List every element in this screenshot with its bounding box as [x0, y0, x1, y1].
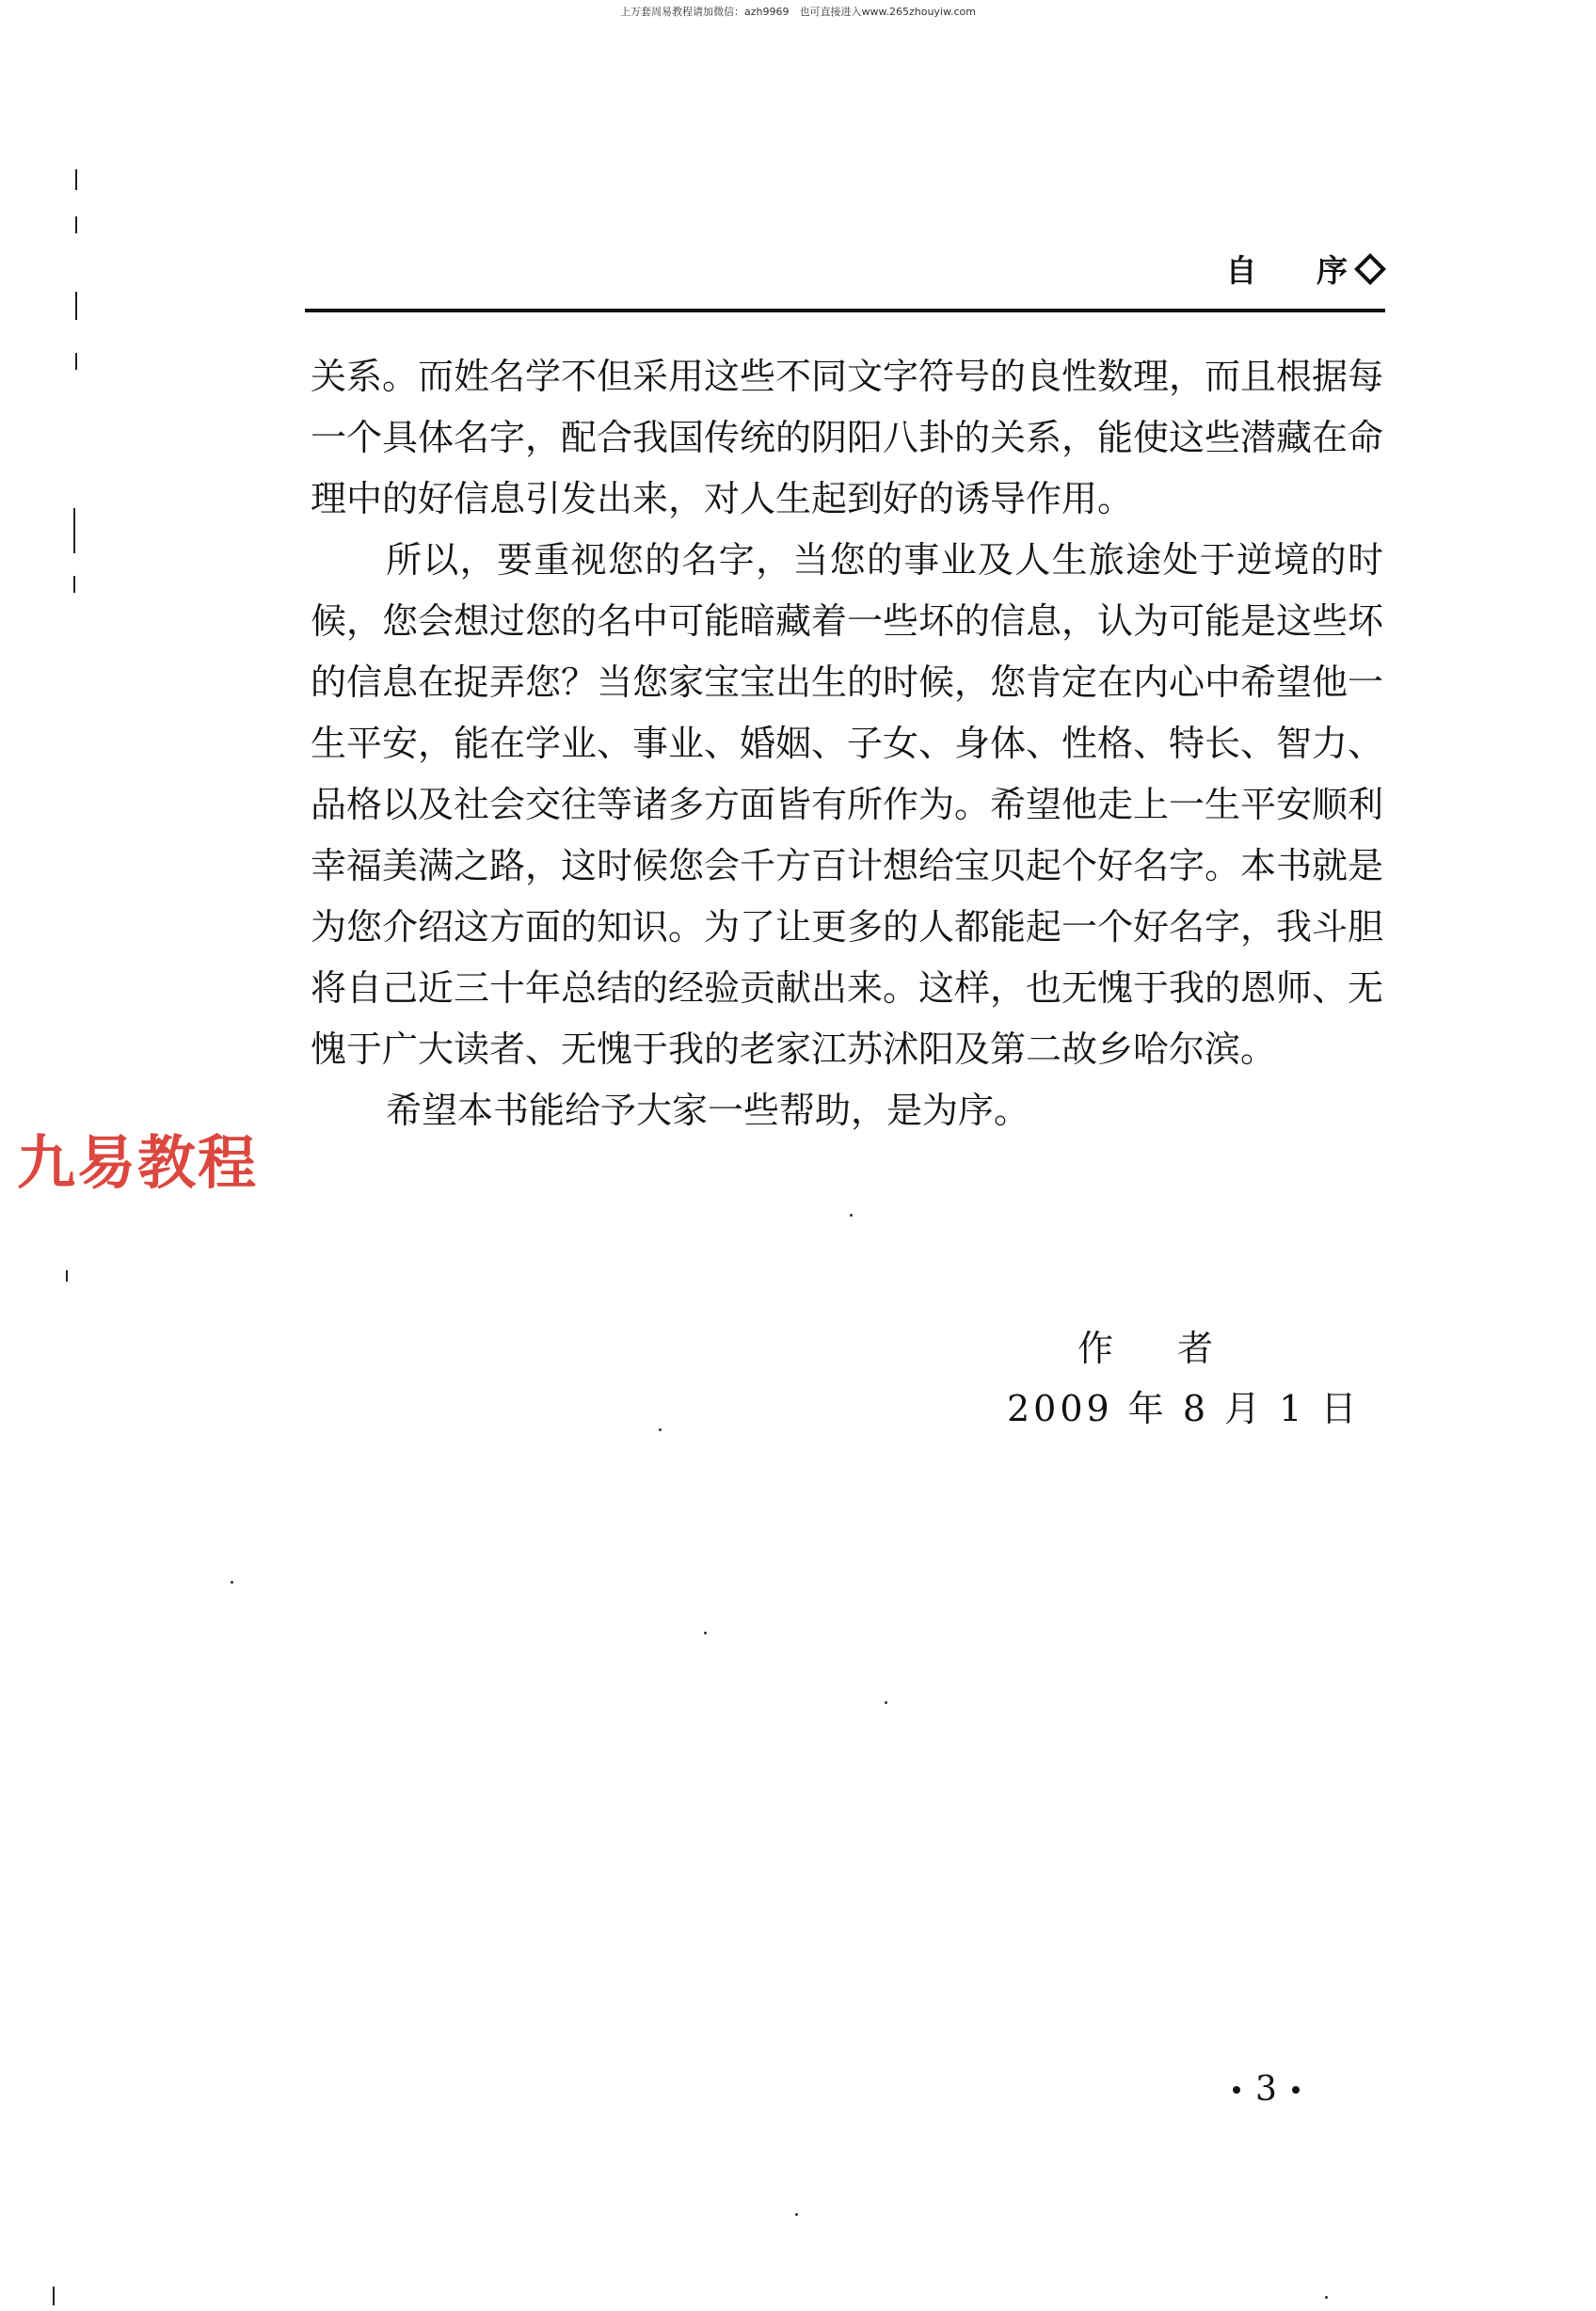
scan-mark [73, 576, 75, 593]
watermark-logo: 九易教程 [17, 1128, 259, 1197]
scan-mark [75, 169, 77, 190]
body-text [311, 346, 1383, 1141]
scan-speck [850, 1214, 853, 1217]
author-signature: 作 者 [1077, 1328, 1240, 1369]
scan-speck [231, 1581, 233, 1584]
scan-mark [73, 508, 75, 553]
bullet-icon [1233, 2086, 1240, 2094]
paragraph: 所以，要重视您的名字，当您的事业及人生旅途处于逆境的时候，您会想过您的名中可能暗藏着一些坏的信息，认为可能是这些坏的信息在捉弄您？当您家宝宝出生的时候，您肯定在内心中希望他一生平安，能在学业、事业、婚姻、子女、身体、性格、特长、智力、品格以及社会交往等诸多方面皆有所作为。希望他走上一生平安顺利幸福美满之路，这时候您会千方百计想给宝贝起个好名字。本书就是为您介绍这方面的知识。为了让更多的人都能起一个好名字，我斗胆将自己近三十年总结的经验贡献出来。这样，也无愧于我的恩师、无愧于广大读者、无愧于我的老家江苏沭阳及第二故乡哈尔滨。 [311, 539, 1384, 1070]
scan-speck [1325, 2296, 1328, 2299]
scan-mark [75, 292, 77, 320]
signature-date: 2009 年 8 月 1 日 [1007, 1388, 1361, 1429]
scan-speck [885, 1701, 887, 1704]
bullet-icon [1292, 2086, 1300, 2094]
scan-mark [75, 216, 77, 233]
page-number [1233, 2070, 1300, 2109]
running-head [1226, 247, 1382, 291]
scan-speck [795, 2213, 798, 2216]
paragraph: 关系。而姓名学不但采用这些不同文字符号的良性数理，而且根据每一个具体名字，配合我国传统的阴阳八卦的关系，能使这些潜藏在命理中的好信息引发出来，对人生起到好的诱导作用。 [311, 356, 1384, 519]
scan-mark [75, 353, 77, 370]
scan-speck [704, 1632, 707, 1634]
page-number-value: 3 [1255, 2070, 1277, 2109]
paragraph: 希望本书能给予大家一些帮助，是为序。 [386, 1090, 1030, 1131]
running-head-title: 自 序 [1225, 252, 1372, 289]
scan-speck [659, 1428, 662, 1431]
top-note: 上万套周易教程请加微信：azh9969 也可直接进入www.265zhouyiw.com [620, 6, 976, 18]
scan-mark [66, 1270, 68, 1282]
header-rule [305, 309, 1385, 312]
scan-mark [53, 2287, 55, 2305]
